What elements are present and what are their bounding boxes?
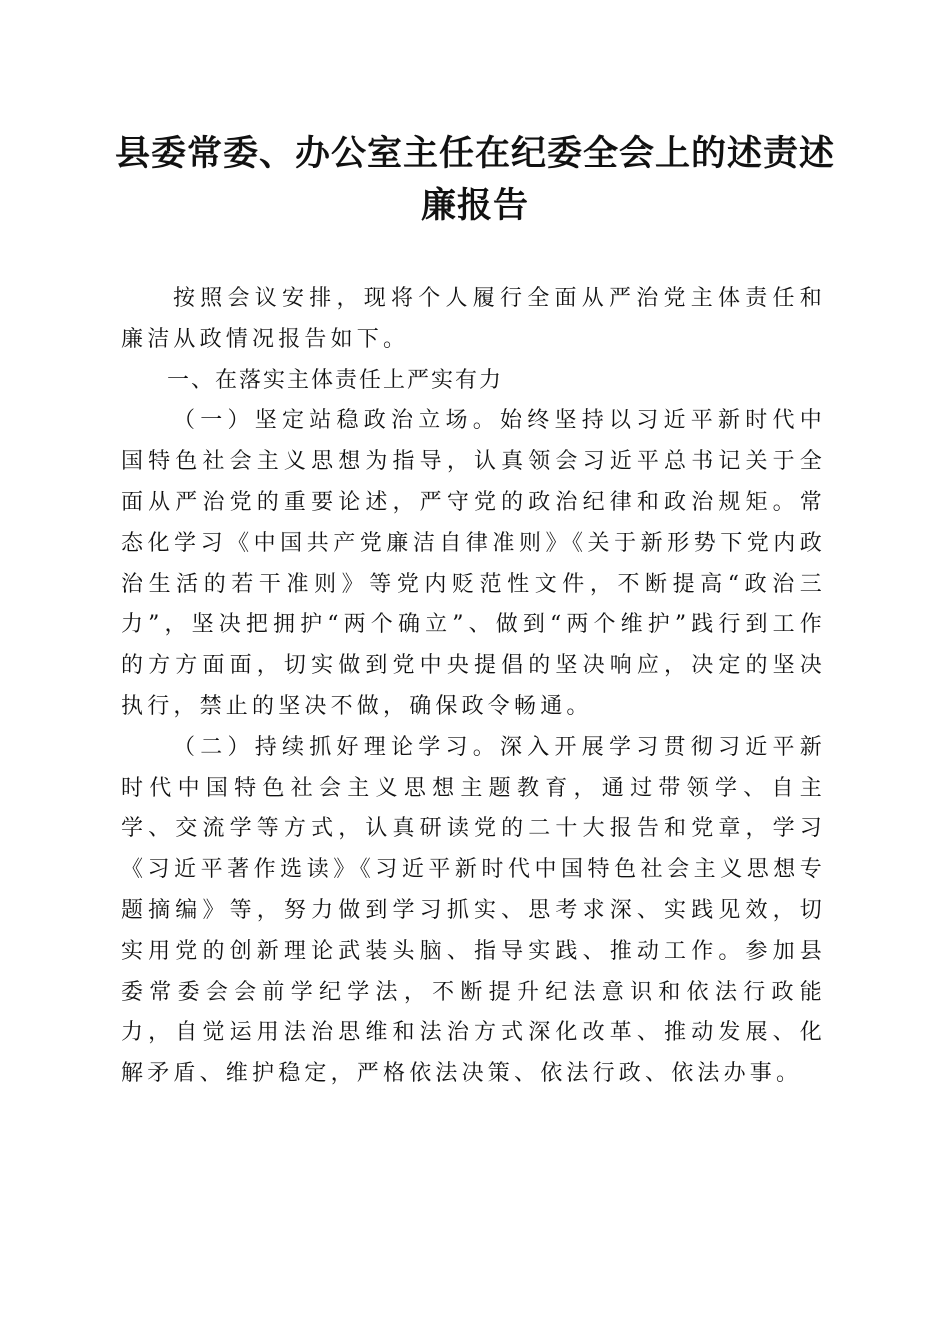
paragraph-item-1: [121, 401, 826, 727]
document-body: [121, 279, 826, 1095]
intro-paragraph: 按照会议安排，现将个人履行全面从严治党主体责任和廉洁从政情况报告如下。: [121, 286, 826, 352]
paragraph-text: 始终坚持以习近平新时代中国特色社会主义思想为指导，认真领会习近平总书记关于全面从严治党的重要论述，严守党的政治纪律和政治规矩。常态化学习《中国共产党廉洁自律准则》《关于新形势下党内政治生活的若干准则》等党内贬范性文件，不断提高“政治三力”，坚决把拥护“两个确立”、做到“两个维护”践行到工作的方方面面，切实做到党中央提倡的坚决响应，决定的坚决执行，禁止的坚决不做，确保政令畅通。: [121, 408, 827, 719]
paragraph-lead: （一）坚定站稳政治立场。: [173, 408, 501, 434]
paragraph-text: 深入开展学习贯彻习近平新时代中国特色社会主义思想主题教育，通过带领学、自主学、交流学等方式，认真研读党的二十大报告和党章，学习《习近平著作选读》《习近平新时代中国特色社会主义思想专题摘编》等，努力做到学习抓实、思考求深、实践见效，切实用党的创新理论武装头脑、指导实践、推动工作。参加县委常委会会前学纪学法，不断提升纪法意识和依法行政能力，自觉运用法治思维和法治方式深化改革、推动发展、化解矛盾、维护稳定，严格依法决策、依法行政、依法办事。: [121, 734, 827, 1087]
paragraph-lead: （二）持续抓好理论学习。: [173, 734, 501, 760]
paragraph-item-2: [121, 728, 826, 1095]
document-title: 县委常委、办公室主任在纪委全会上的述责述廉报告: [114, 133, 835, 226]
section-heading: 一、在落实主体责任上严实有力: [167, 367, 504, 393]
